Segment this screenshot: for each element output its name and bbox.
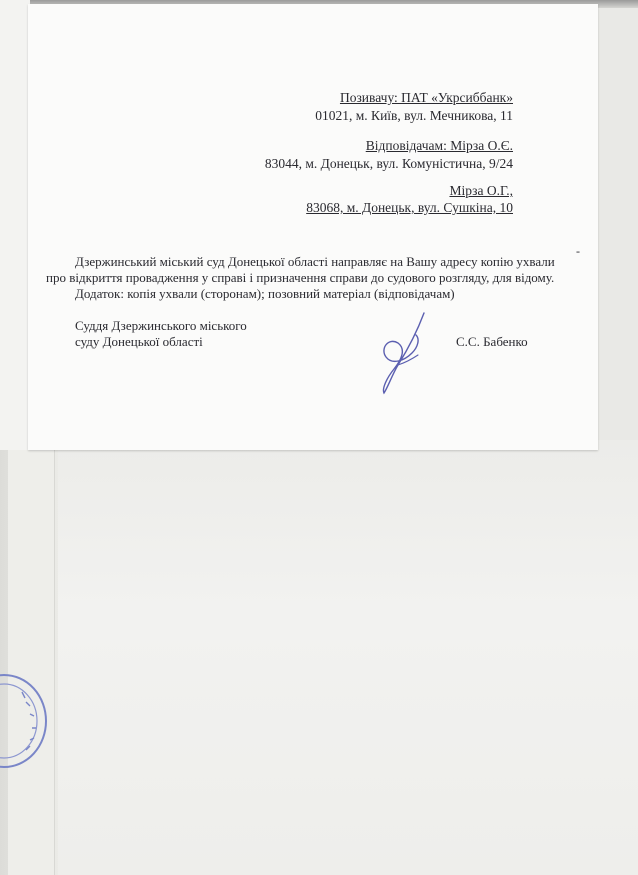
dash-mark: - [576,244,580,258]
background-sheet [58,440,638,875]
judge-title-line-2: суду Донецької області [75,334,203,349]
defendant-second-name: Мірза О.Г., [449,183,513,198]
defendant-line: Відповідачам: Мірза О.Є. [365,138,513,153]
defendant-address-2: 83068, м. Донецьк, вул. Сушкіна, 10 [306,200,513,215]
plaintiff-line: Позивачу: ПАТ «Укрсиббанк» [339,90,513,105]
handwritten-signature [368,309,438,399]
judge-name: С.С. Бабенко [456,334,528,349]
round-seal-stamp [0,672,48,770]
defendant-address-1: 83044, м. Донецьк, вул. Комуністична, 9/24 [264,156,513,171]
attachment-line: Додаток: копія ухвали (сторонам); позовний матеріал (відповідачам) [75,286,455,301]
court-letter-sheet [28,4,598,450]
body-line-1: Дзержинський міський суд Донецької області направляє на Вашу адресу копію ухвали [75,254,555,269]
judge-title-line-1: Суддя Дзержинського міського [75,318,247,333]
body-line-2: про відкриття провадження у справі і призначення справи до судового розгляду, для відому. [46,270,555,285]
letter-left-margin [0,0,30,450]
stacked-pages [8,440,55,875]
plaintiff-address: 01021, м. Київ, вул. Мечникова, 11 [315,108,513,123]
